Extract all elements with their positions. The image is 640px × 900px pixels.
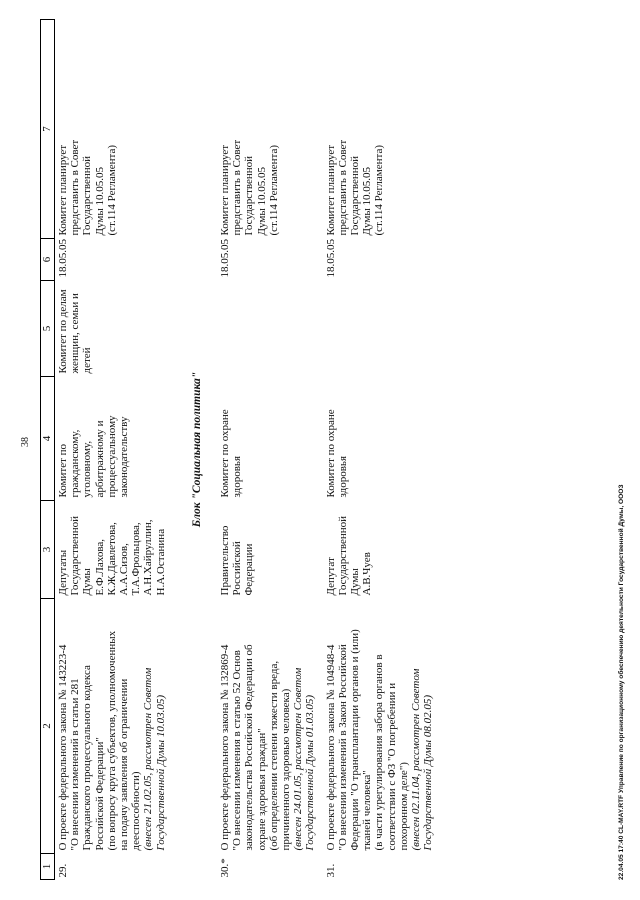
submission-note: Государственной Думы 01.03.05) [304,694,317,851]
table-row [217,20,323,880]
title-line: "О внесении изменения в статью 52 Основ [231,650,244,851]
author-line: Государственной [336,515,349,596]
title-line: причиненного здоровью человека) [280,688,293,851]
coexec-line: детей [81,347,94,374]
row-number: 30.* [219,858,232,878]
author-line: Государственной [69,515,82,596]
author-line: А.Н.Хайруллин, [142,519,155,596]
responsible-committee [323,377,441,501]
rotated-document-body [40,20,600,880]
author-line: Российской [231,541,244,596]
author-line: Думы [349,568,362,596]
title-line: Гражданского процессуального кодекса [81,665,94,851]
committee-line: арбитражному и [93,420,106,498]
title-line: (об определении степени тяжести вреда, [267,660,280,851]
committee-line: здоровья [231,455,244,498]
page-number: 38 [20,437,31,447]
responsible-committee [55,377,173,501]
status-line: Государственной [81,155,94,236]
title-line: на подачу заявления об ограничении [118,678,131,851]
title-line: тканей человека" [361,770,374,851]
committee-line: процессуальному [105,415,118,498]
column-header-2: 2 [41,599,55,854]
bill-title [55,599,173,854]
column-header-7: 7 [41,20,55,239]
row-number: 29. [57,863,69,878]
title-line: похоронном деле") [397,762,410,851]
bill-title [217,599,323,854]
submission-note: (внесен 24.01.05, рассмотрен Советом [292,667,305,851]
document-footer: 22.04.05 17:40 CL-MAY.RTF Управление по организационному обеспечению деятельности Государственной Думы, ОООЗ [618,484,625,880]
submission-note: (внесен 02.11.04, рассмотрен Советом [410,668,423,851]
responsible-committee [217,377,323,501]
status-line: представить в Совет [231,139,244,236]
status-line: Думы 10.05.05 [255,167,268,236]
co-executor-committee [217,281,323,377]
column-header-5: 5 [41,281,55,377]
title-line: Федерации "О трансплантации органов и (или) [349,629,362,851]
status-line: Комитет планирует [57,144,69,236]
status-note [323,20,441,239]
status-line: Государственной [243,155,256,236]
submission-note: Государственной Думы 10.03.05) [154,694,167,851]
bill-title [323,599,441,854]
committee-line: уголовному, [81,440,94,498]
committee-line: Комитет по охране [324,409,337,498]
author-line: Правительство [219,525,232,596]
title-line: охране здоровья граждан" [255,728,268,851]
status-line: (ст.114 Регламента) [105,144,118,236]
consideration-date: 18.05.05 [324,239,337,278]
title-line: "О внесении изменений в Закон Российской [336,644,349,851]
author-line: Федерации [243,543,256,596]
co-executor-committee [55,281,173,377]
author-line: Депутаты [57,549,69,596]
submission-note: Государственной Думы 08.02.05) [422,694,435,851]
committee-line: Комитет по охране [219,409,232,498]
bill-authors [217,501,323,599]
status-line: (ст.114 Регламента) [373,144,386,236]
title-line: Российской Федерации" [93,737,106,851]
committee-line: здоровья [336,455,349,498]
table-row [55,20,173,880]
status-line: (ст.114 Регламента) [267,144,280,236]
title-line: дееспособности) [130,771,143,851]
status-note [217,20,323,239]
committee-line: законодательству [118,416,131,498]
author-line: Е.Ф.Лахова, [93,538,106,596]
title-line: (по вопросу круга субъектов, уполномоченных [105,630,118,851]
status-note [55,20,173,239]
block-heading: Блок "Социальная политика" [190,371,203,528]
consideration-date: 18.05.05 [219,239,232,278]
table-row [323,20,441,880]
title-line: законодательства Российской Федерации об [243,644,256,851]
title-line: (в части урегулирования забора органов в [373,654,386,851]
author-line: Думы [81,568,94,596]
committee-line: гражданскому, [69,429,82,498]
author-line: К.Ж.Давлетова, [105,522,118,596]
author-line: Н.А.Останина [154,528,167,596]
status-line: представить в Совет [69,139,82,236]
table-header [41,20,55,880]
column-header-4: 4 [41,377,55,501]
author-line: Т.А.Фрольцова, [130,522,143,596]
status-line: Думы 10.05.05 [361,167,374,236]
column-header-1: 1 [41,854,55,880]
status-line: Комитет планирует [219,144,232,236]
title-line: О проекте федерального закона № 104948-4 [324,644,337,851]
title-line: "О внесении изменений в статьи 281 [69,678,82,851]
coexec-line: Комитет по делам [57,289,69,374]
bill-authors [55,501,173,599]
coexec-line: женщин, семьи и [69,293,82,374]
status-line: представить в Совет [336,139,349,236]
status-line: Думы 10.05.05 [93,167,106,236]
author-line: А.А.Сизов, [118,543,131,596]
row-number: 31. [324,863,337,878]
title-line: соответствии с ФЗ "О погребении и [385,682,398,851]
author-line: А.В.Чуев [361,552,374,596]
status-line: Комитет планирует [324,144,337,236]
author-line: Депутат [324,557,337,596]
block-heading-row [173,20,217,880]
consideration-date: 18.05.05 [57,239,69,278]
title-line: О проекте федерального закона № 132869-4 [219,644,232,851]
title-line: О проекте федерального закона № 143223-4 [57,644,69,851]
committee-line: Комитет по [57,443,69,498]
bill-authors [323,501,441,599]
column-header-6: 6 [41,239,55,281]
co-executor-committee [323,281,441,377]
status-line: Государственной [349,155,362,236]
bill-table [40,19,440,880]
column-header-3: 3 [41,501,55,599]
submission-note: (внесен 21.02.05, рассмотрен Советом [142,667,155,851]
